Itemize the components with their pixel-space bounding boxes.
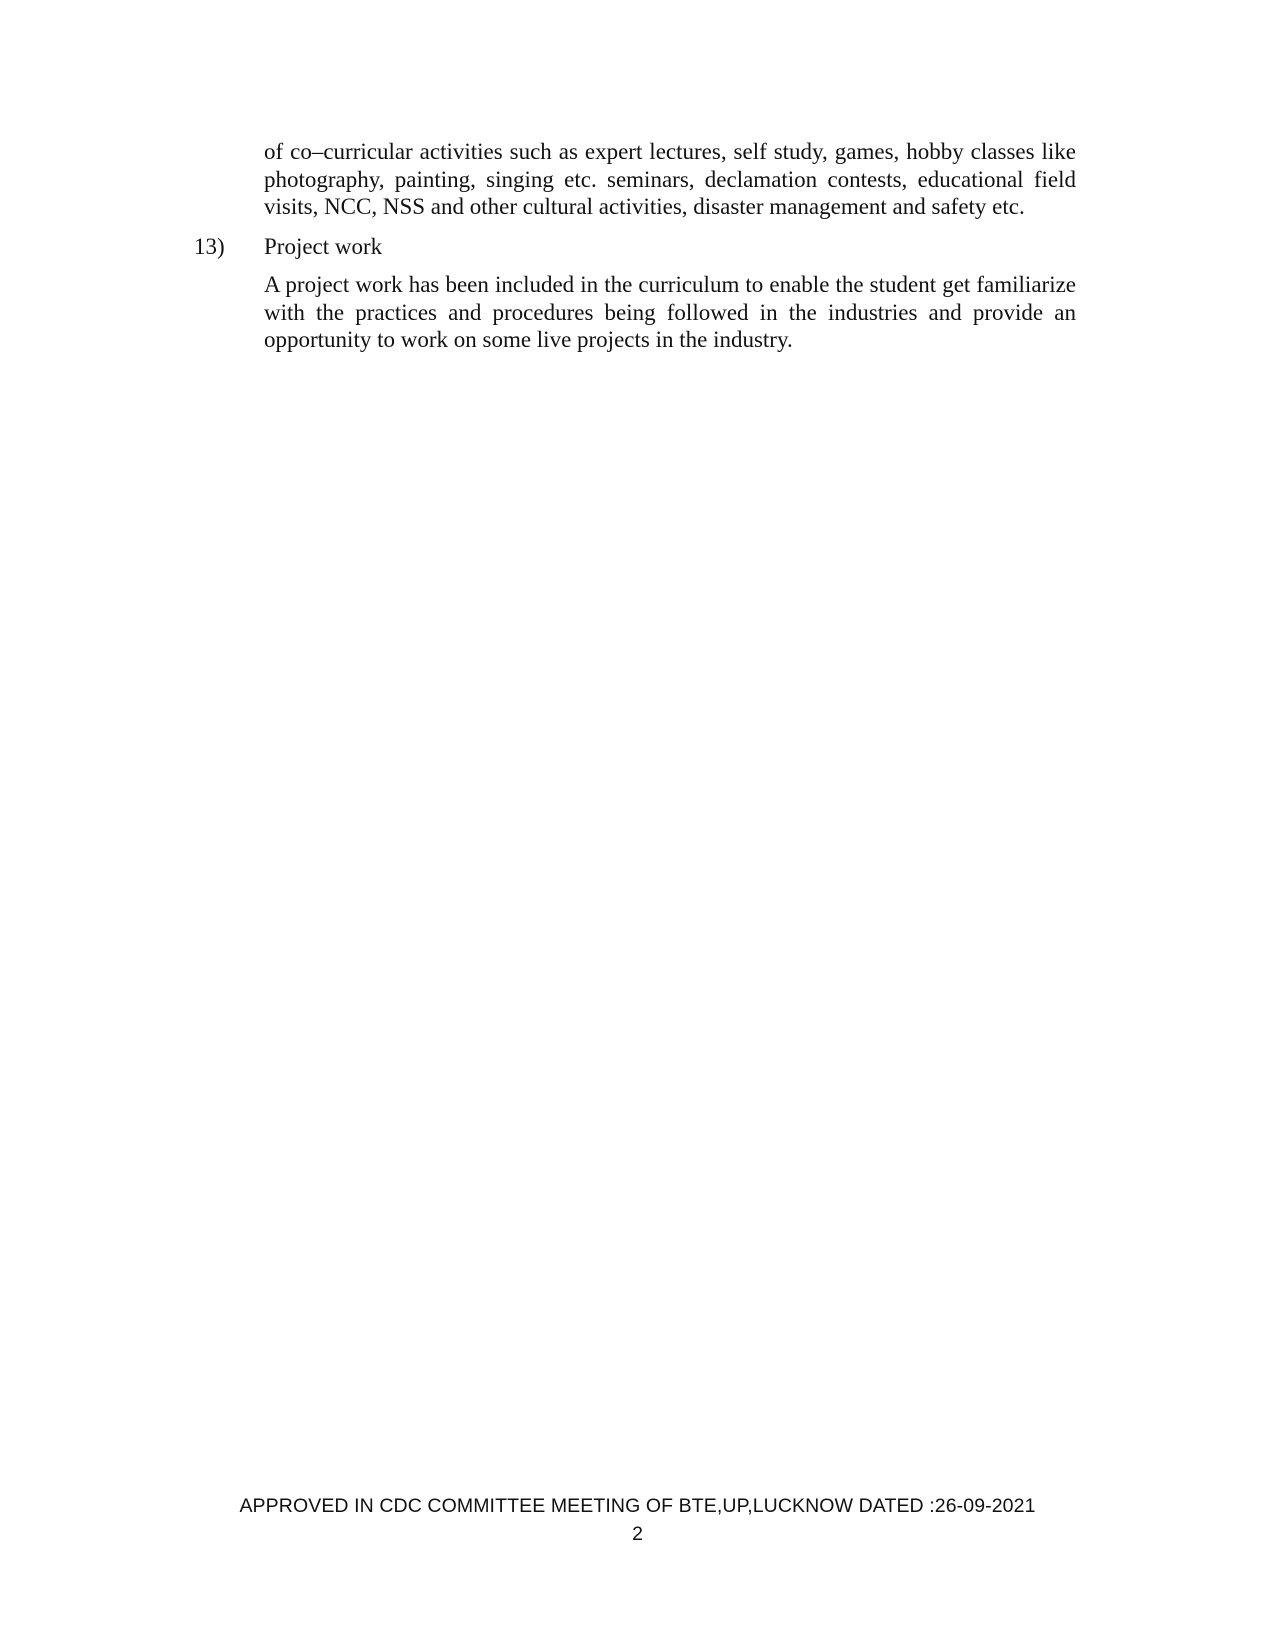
footer-approval-text: APPROVED IN CDC COMMITTEE MEETING OF BTE,UP,LUCKNOW DATED :26-09-2021 <box>239 1495 1036 1517</box>
section-heading: Project work <box>264 234 383 259</box>
page-number: 2 <box>632 1523 643 1545</box>
continued-paragraph: of co–curricular activities such as expert lectures, self study, games, hobby classes like photography, painting, singing etc. seminars, declamation contests, educational field visits, NCC, NSS and other cultural activities, disaster management and safety etc. <box>264 139 1076 219</box>
section-number: 13) <box>194 234 225 259</box>
section-paragraph: A project work has been included in the curriculum to enable the student get familiarize with the practices and procedures being followed in the industries and provide an opportunity to work on some live projects in the industry. <box>264 272 1076 352</box>
